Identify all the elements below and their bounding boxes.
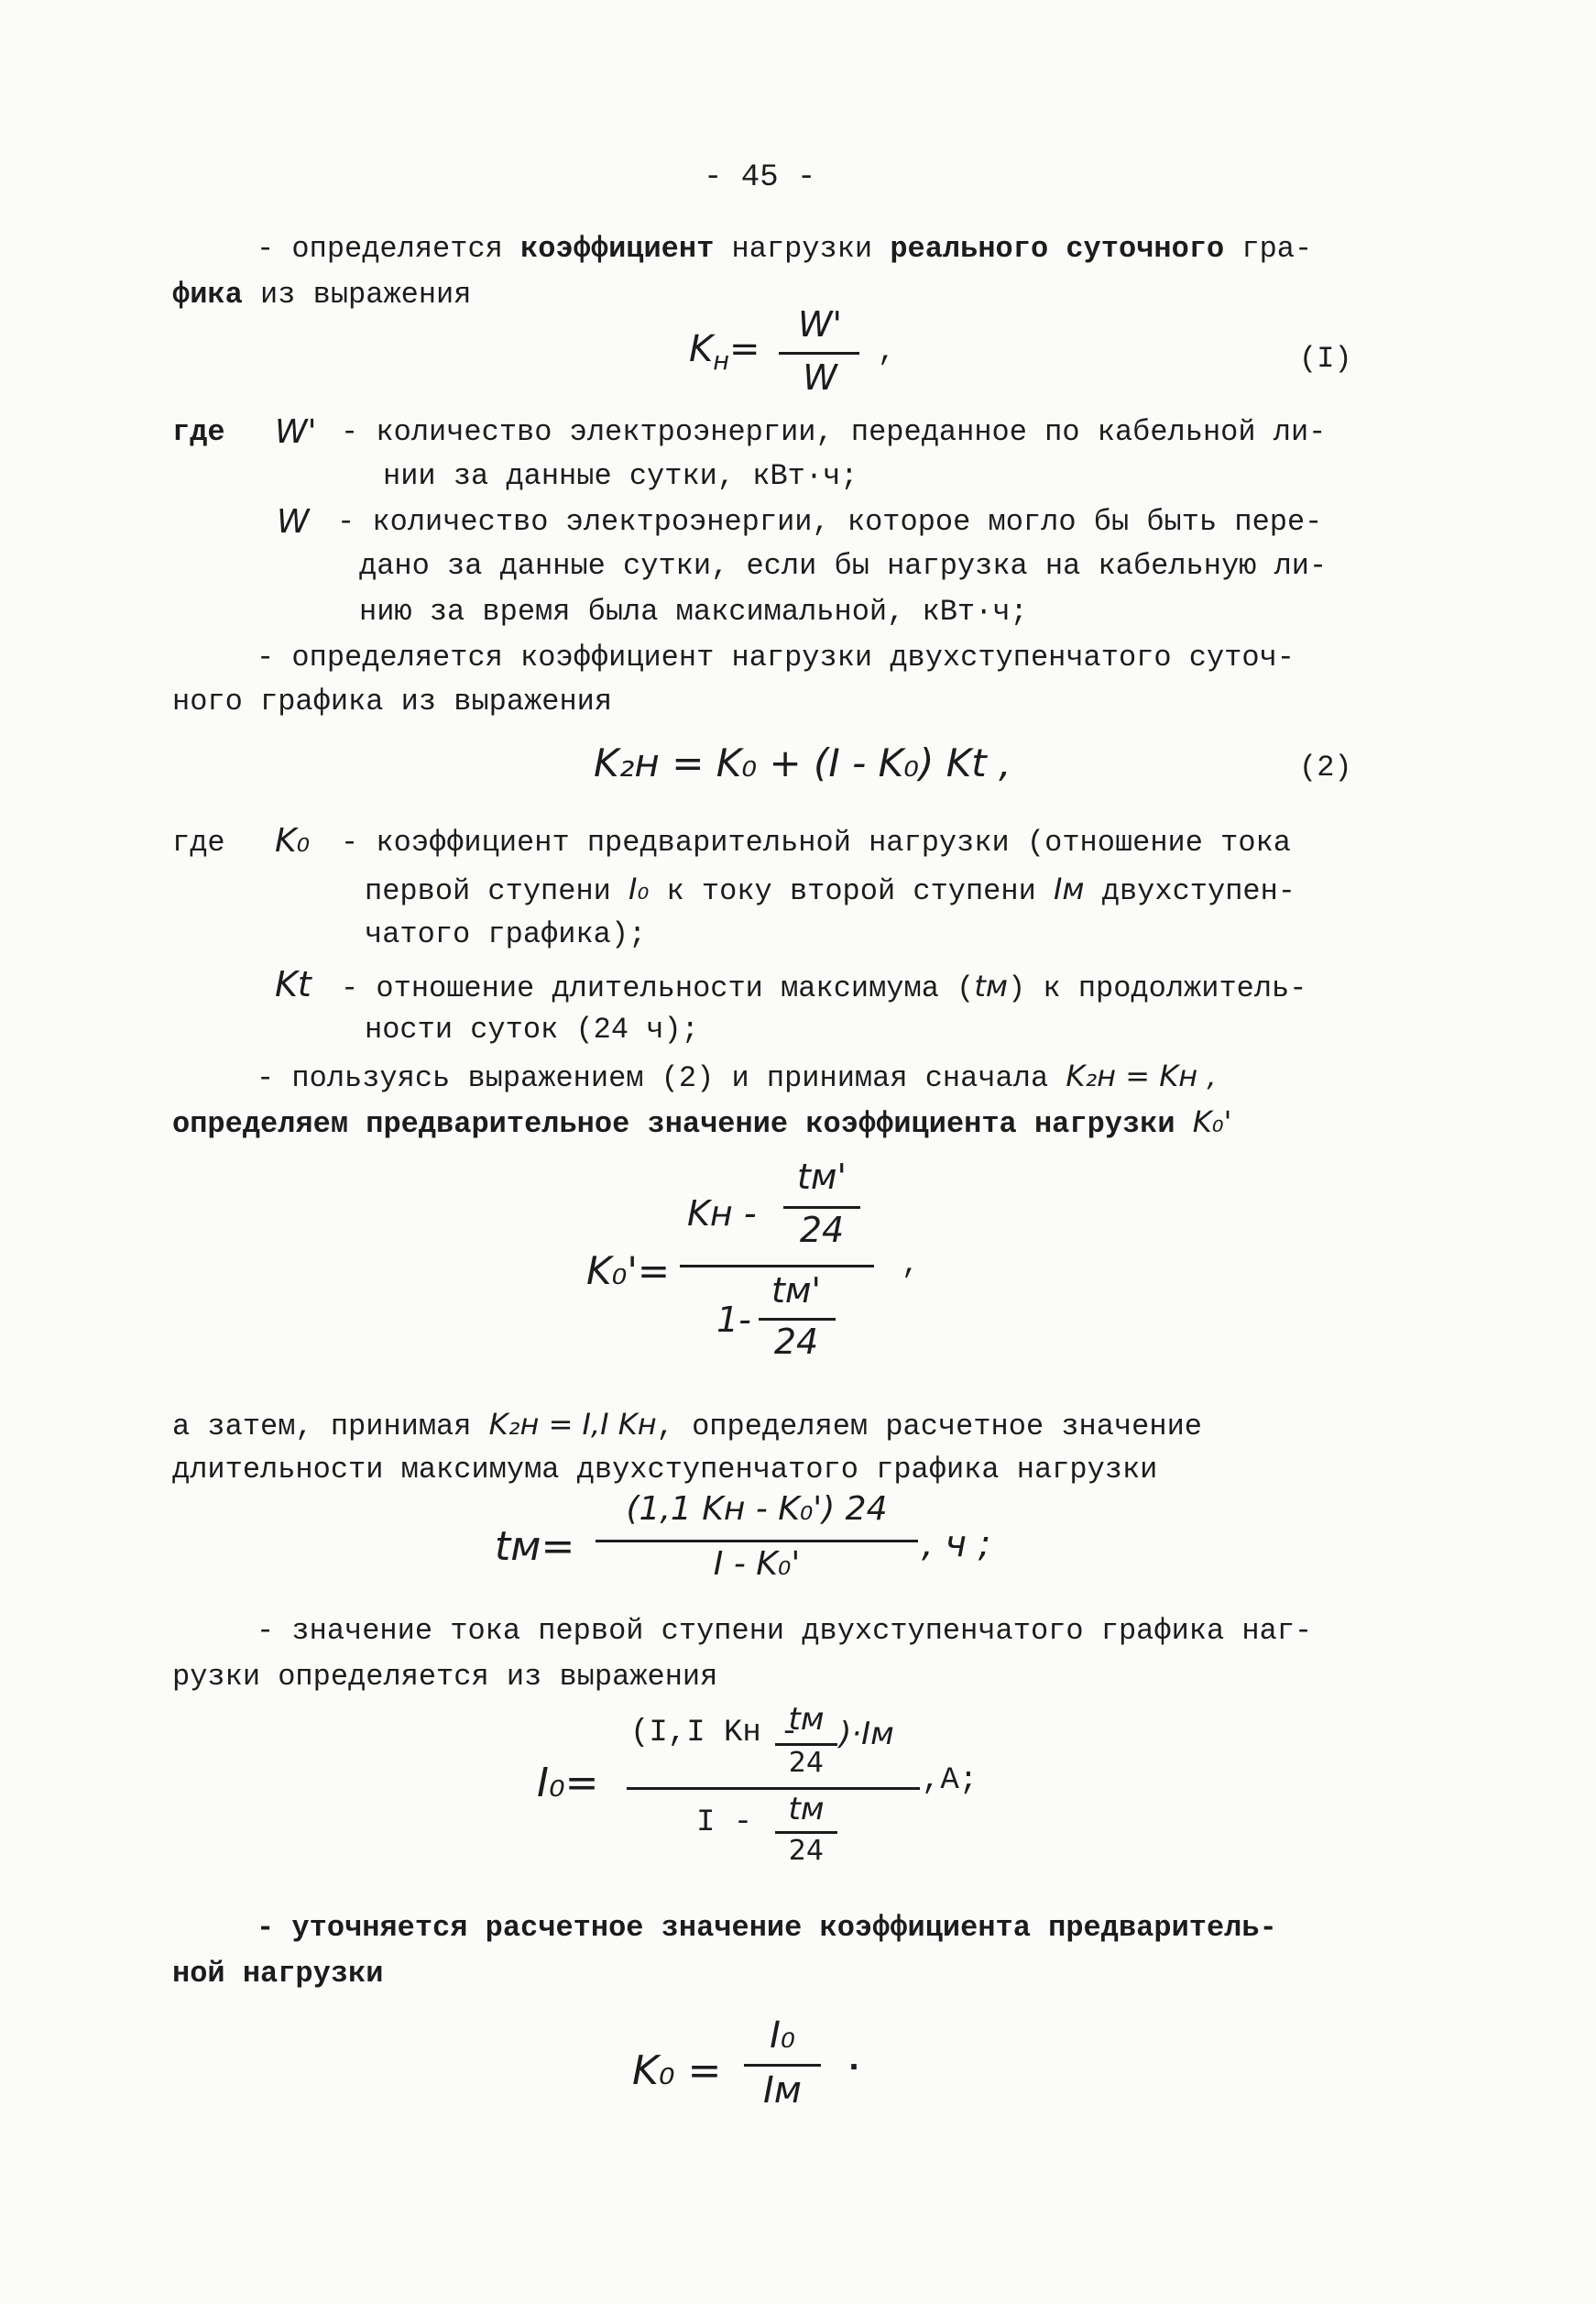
equation-5-num-a: (I,I Kн - <box>630 1716 799 1750</box>
text-run-bold: фика <box>172 278 243 312</box>
symbol-k0: K₀ <box>275 822 311 860</box>
paragraph-5-line-1: - значение тока первой ступени двухступенчатого графика наг- <box>257 1614 1313 1648</box>
equation-2-number: (2) <box>1299 751 1352 784</box>
text-run-bold: определяем предварительное значение коэффициента нагрузки <box>172 1107 1193 1141</box>
equation-5-tail: ,A; <box>922 1763 978 1798</box>
equation-1-comma: , <box>878 335 896 368</box>
equation-3-comma: , <box>902 1247 920 1281</box>
equation-5-num-frac-den: 24 <box>788 1747 825 1779</box>
paragraph-6-line-1: - уточняется расчетное значение коэффициента предваритель- <box>257 1911 1277 1945</box>
text-run: - отношение длительности максимума ( <box>341 971 975 1005</box>
def-w-line-1: - количество электроэнергии, которое могло бы быть пере- <box>337 505 1323 539</box>
subscript: н <box>713 347 730 376</box>
equation-4-tail: , ч ; <box>922 1523 991 1565</box>
fraction-bar <box>779 352 859 355</box>
text-run: двухступен- <box>1084 874 1295 908</box>
equation-4-lhs: tм= <box>495 1523 575 1570</box>
def-k0-line-3: чатого графика); <box>365 917 647 951</box>
text-run: нагрузки <box>714 232 891 266</box>
def-kt-line-2: ности суток (24 ч); <box>365 1013 699 1047</box>
math-run: K₂н = Kн , <box>1066 1059 1217 1093</box>
main-fraction-bar <box>627 1787 920 1790</box>
fraction-bar <box>775 1831 837 1834</box>
fraction-bar <box>744 2064 821 2067</box>
paragraph-4-line-2: длительности максимума двухступенчатого графика нагрузки <box>172 1453 1158 1487</box>
paragraph-3-line-1 <box>257 1054 1216 1101</box>
paragraph-1-line-2 <box>172 273 471 317</box>
equation-4-numerator: (1,1 Kн - K₀') 24 <box>626 1490 888 1528</box>
def-kt-line-1 <box>341 964 1306 1011</box>
text-run: первой ступени <box>365 874 629 908</box>
fraction-bar <box>596 1540 918 1542</box>
equation-1-denominator: W <box>803 357 837 398</box>
symbol-i0: I₀ <box>629 872 650 906</box>
text-run-bold: реального суточного <box>890 232 1225 266</box>
equals-sign: = <box>729 328 760 370</box>
text-run: , определяем расчетное значение <box>656 1410 1202 1443</box>
equation-1-lhs <box>689 328 760 376</box>
equation-4-denominator: I - K₀' <box>713 1545 801 1583</box>
symbol-tm: tм <box>974 969 1008 1004</box>
equation-3-num-a: Kн - <box>687 1193 757 1234</box>
symbol-im: Iм <box>1053 872 1085 906</box>
text-run: - пользуясь выражением (2) и принимая сначала <box>257 1061 1066 1095</box>
equation-3-num-frac-den: 24 <box>799 1210 845 1250</box>
def-w-line-2: дано за данные сутки, если бы нагрузка на кабельную ли- <box>359 549 1328 583</box>
paragraph-4-line-1 <box>172 1402 1202 1449</box>
symbol-w: W <box>277 503 310 541</box>
paragraph-2-line-2: ного графика из выражения <box>172 685 613 719</box>
def-w-prime-line-2: нии за данные сутки, кВт·ч; <box>383 459 858 493</box>
text-run: ) к продолжитель- <box>1008 971 1307 1005</box>
symbol-kt: Kt <box>275 964 312 1004</box>
text-run: к току второй ступени <box>649 874 1054 908</box>
where-label: где <box>172 415 225 449</box>
def-w-prime-line-1: - количество электроэнергии, переданное по кабельной ли- <box>341 415 1327 449</box>
equation-5-den-a: I - <box>696 1805 753 1840</box>
equation-6-lhs: K₀ = <box>632 2047 722 2094</box>
equation-3-num-frac-num: tм' <box>796 1157 847 1197</box>
equation-6-tail: . <box>843 2040 866 2081</box>
text-run: гра- <box>1224 232 1313 266</box>
where-label-2: где <box>172 826 225 860</box>
equation-1-numerator: W' <box>797 304 843 345</box>
equation-5-num-b: )·Iм <box>839 1716 894 1752</box>
def-k0-line-1: - коэффициент предварительной нагрузки (отношение тока <box>341 826 1291 860</box>
paragraph-6-line-2: ной нагрузки <box>172 1957 384 1991</box>
equation-2: K₂н = K₀ + (I - K₀) Kt , <box>594 741 1011 785</box>
equation-3-den-frac-num: tм' <box>771 1270 821 1311</box>
equation-5-num-frac-num: tм <box>788 1701 825 1738</box>
symbol-w-prime: W' <box>275 413 317 451</box>
paragraph-1-line-1 <box>257 227 1312 271</box>
fraction-bar <box>775 1743 837 1746</box>
math-run: K₀' <box>1192 1104 1232 1139</box>
paragraph-5-line-2: рузки определяется из выражения <box>172 1660 718 1694</box>
equation-5-den-frac-num: tм <box>788 1791 825 1827</box>
equation-3-lhs: K₀'= <box>586 1248 671 1293</box>
equation-5-den-frac-den: 24 <box>788 1835 825 1867</box>
fraction-bar <box>783 1206 860 1209</box>
main-fraction-bar <box>680 1265 874 1267</box>
page-number: - 45 - <box>704 160 816 195</box>
equation-3-den-a: 1- <box>716 1300 751 1340</box>
text-run: из выражения <box>242 278 472 312</box>
fraction-bar <box>759 1318 836 1321</box>
paragraph-3-line-2 <box>172 1100 1231 1147</box>
equation-6-numerator: I₀ <box>770 2014 795 2057</box>
math-run: K₂н = I,I Kн <box>488 1407 657 1442</box>
text-run: - определяется <box>257 232 521 266</box>
equation-5-lhs: I₀= <box>537 1760 599 1806</box>
k-symbol: K <box>689 328 714 370</box>
paragraph-2-line-1: - определяется коэффициент нагрузки двухступенчатого суточ- <box>257 641 1295 675</box>
text-run-bold: коэффициент <box>520 232 715 266</box>
text-run: а затем, принимая <box>172 1410 489 1443</box>
equation-6-denominator: Iм <box>763 2069 802 2112</box>
equation-1-number: (I) <box>1299 342 1352 376</box>
def-w-line-3: нию за время была максимальной, кВт·ч; <box>359 595 1028 629</box>
equation-3-den-frac-den: 24 <box>773 1322 819 1362</box>
def-k0-line-2 <box>365 867 1295 914</box>
